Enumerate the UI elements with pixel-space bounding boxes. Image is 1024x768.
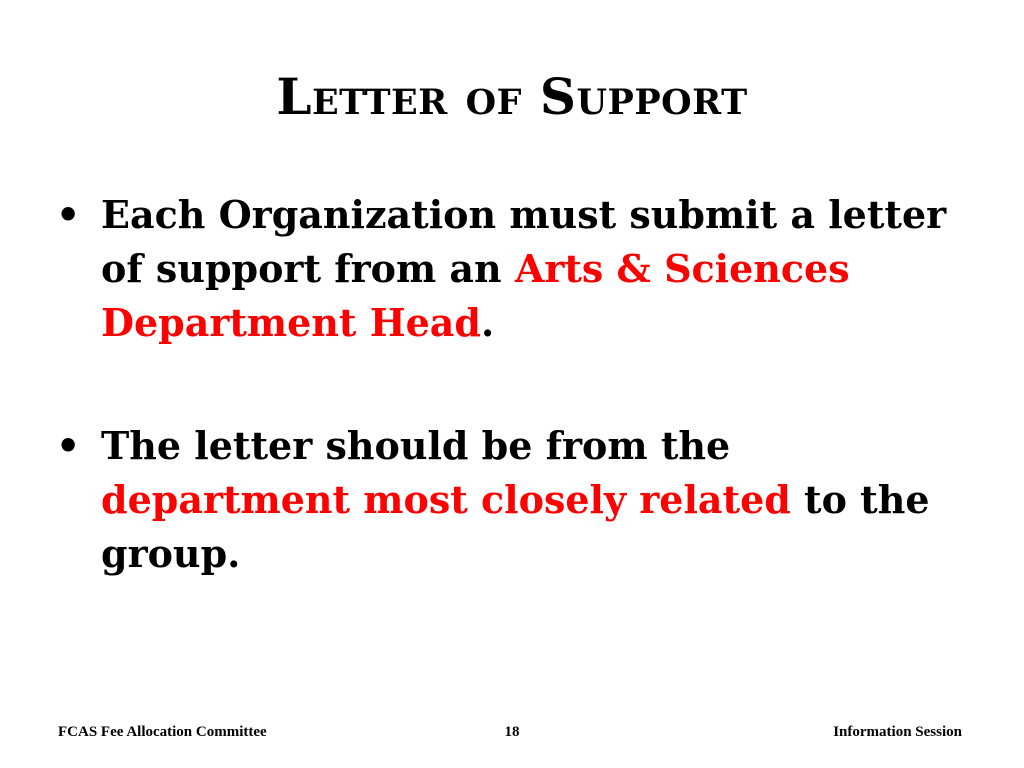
bullet-highlight: Arts & Sciences Department Head [101, 246, 850, 345]
bullet-text: The letter should be from the [101, 423, 731, 468]
bullet-highlight: department most closely related [101, 477, 791, 522]
bullet-text: Each Organization must submit a letter of support from an [101, 192, 947, 291]
slide-title: Letter of Support [276, 67, 748, 126]
bullet-glyph: • [56, 192, 81, 237]
page-number: 18 [504, 724, 520, 740]
footer-left-text: FCAS Fee Allocation Committee [58, 724, 267, 740]
bullet-glyph: • [56, 423, 81, 468]
bullet-text-end: . [480, 300, 495, 345]
bullet-list [56, 188, 976, 650]
bullet-text-end: to the group. [101, 477, 930, 576]
footer-right-text: Information Session [833, 724, 962, 740]
bullet-item [56, 419, 976, 581]
bullet-item [56, 188, 976, 350]
